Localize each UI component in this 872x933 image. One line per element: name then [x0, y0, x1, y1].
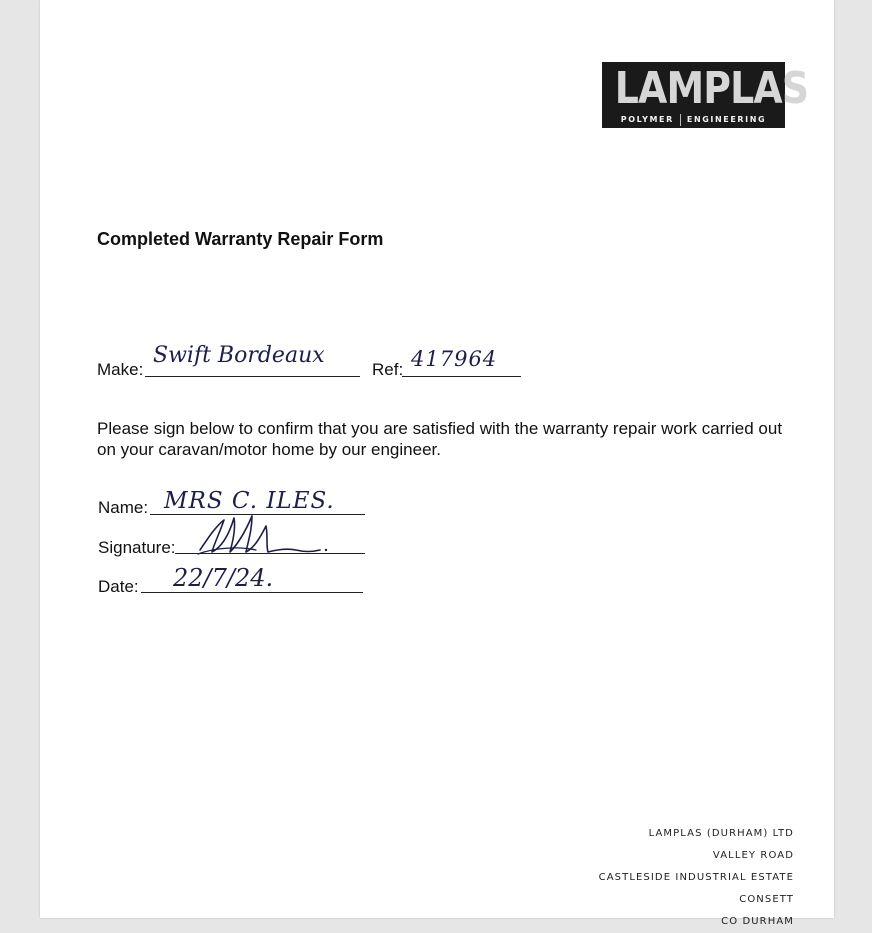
signature-drawing: [194, 508, 334, 560]
address-line: CO DURHAM: [721, 916, 794, 927]
name-label: Name:: [98, 498, 149, 517]
signature-label: Signature:: [98, 538, 176, 557]
company-address: [599, 823, 794, 933]
logo-wordmark: LAMPLAS: [614, 63, 809, 114]
address-line: CASTLESIDE INDUSTRIAL ESTATE: [598, 872, 794, 883]
ref-line: [402, 376, 521, 377]
date-line: [141, 592, 363, 593]
address-line: VALLEY ROAD: [712, 850, 794, 861]
make-value: Swift Bordeaux: [153, 343, 325, 368]
name-value: MRS C. ILES.: [164, 488, 335, 514]
address-line: LAMPLAS (DURHAM) LTD: [648, 828, 794, 839]
logo-sub-left: POLYMER: [621, 114, 681, 126]
company-logo: [602, 62, 809, 128]
address-line: CONSETT: [739, 894, 794, 905]
ref-value: 417964: [411, 347, 498, 371]
instructions-text: Please sign below to confirm that you are satisfied with the warranty repair work carried out on your caravan/motor home by our engineer.: [97, 419, 783, 459]
make-label: Make:: [97, 360, 144, 379]
date-label: Date:: [98, 577, 139, 596]
form-title: Completed Warranty Repair Form: [97, 229, 384, 249]
date-value: 22/7/24.: [173, 564, 274, 592]
document-page: [40, 0, 834, 927]
logo-subtitle: [602, 114, 785, 126]
ref-label: Ref:: [372, 360, 404, 379]
make-line: [145, 376, 360, 377]
logo-sub-right: ENGINEERING: [686, 115, 767, 124]
